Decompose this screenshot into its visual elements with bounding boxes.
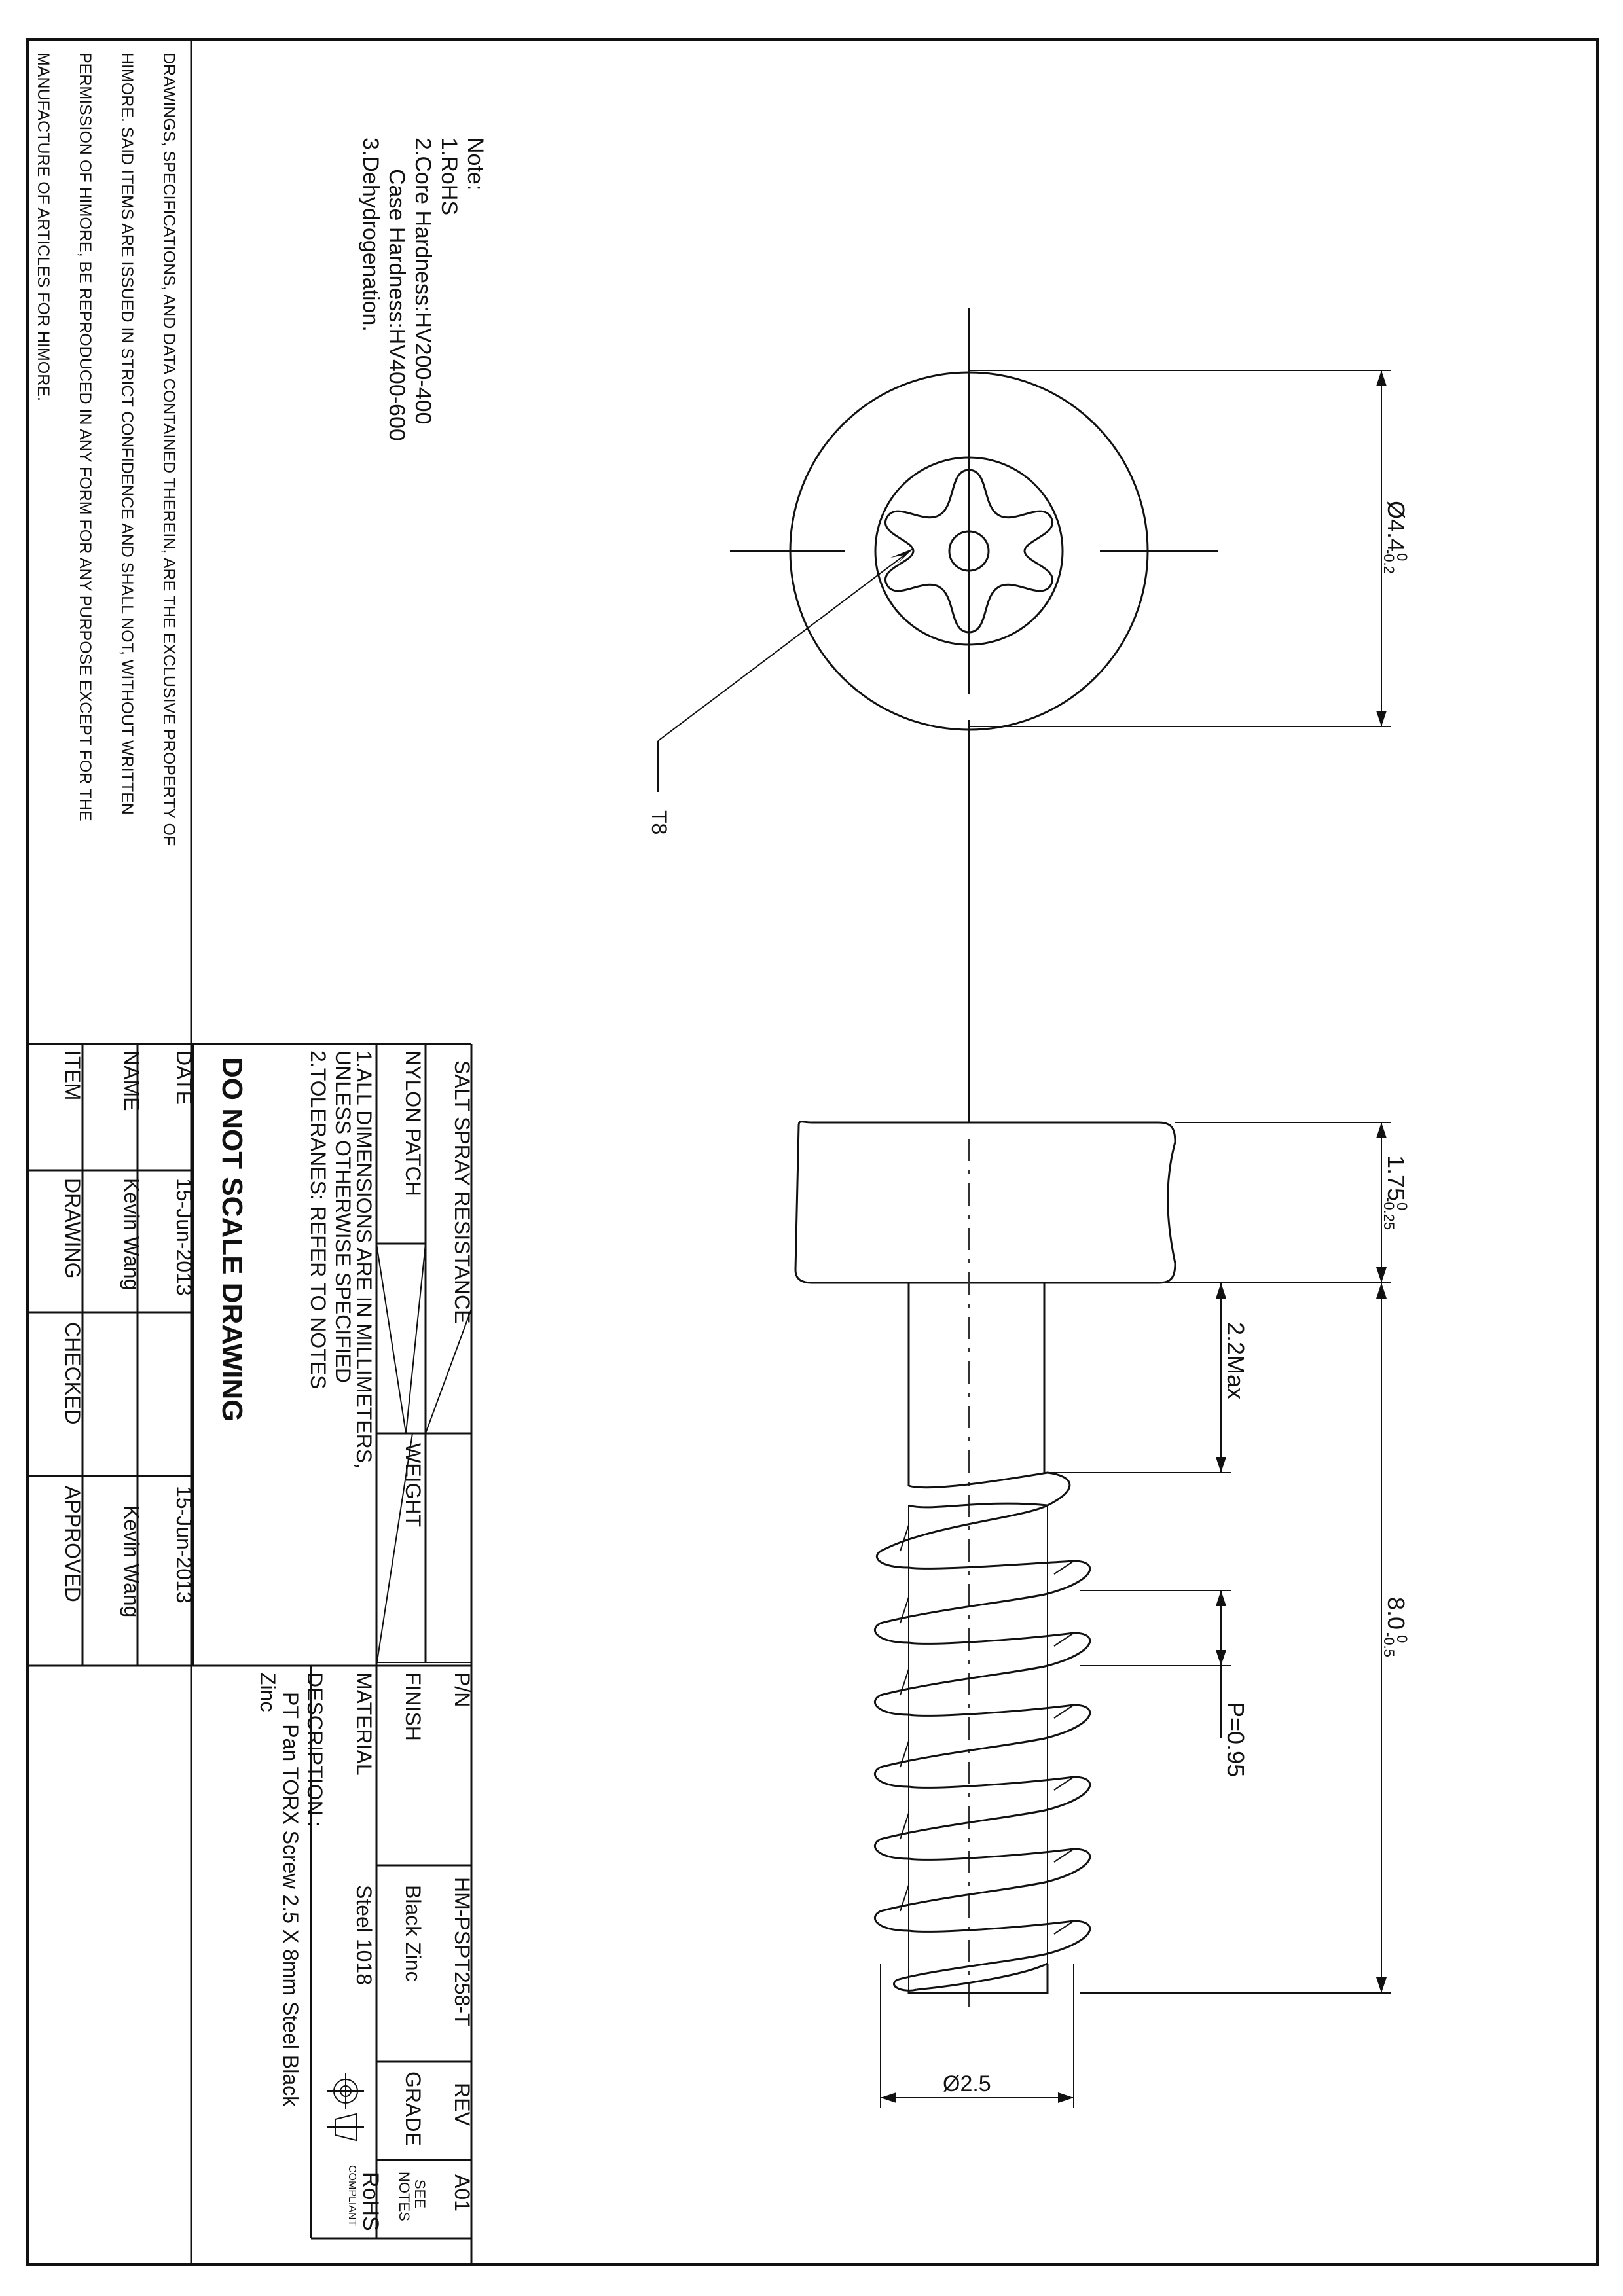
date-drawing <box>172 1178 196 1296</box>
head-diameter-value: Ø4.4 <box>1383 501 1410 552</box>
grade-label <box>401 2072 425 2146</box>
weight-label <box>401 1443 425 1527</box>
head-diameter-dimension <box>969 370 1410 726</box>
description-label <box>303 1672 327 1827</box>
confidentiality-line-1: DRAWINGS, SPECIFICATIONS, AND DATA CONTAINED THEREIN, ARE THE EXCLUSIVE PROPERTY OF <box>160 52 178 846</box>
date-label <box>172 1050 196 1105</box>
checked-label <box>61 1322 84 1424</box>
head-height-tol-upper: 0 <box>1394 1202 1410 1211</box>
do-not-scale-label <box>216 1057 248 1422</box>
svg-text:P/N: P/N <box>450 1672 474 1708</box>
svg-text:15-Jun-2013: 15-Jun-2013 <box>172 1486 196 1604</box>
thread-diameter-value: Ø2.5 <box>943 2072 991 2096</box>
svg-text:DESCRIPTION :: DESCRIPTION : <box>303 1672 327 1827</box>
pan-head <box>795 1122 1175 1283</box>
confidentiality-line-2: HIMORE. SAID ITEMS ARE ISSUED IN STRICT CONFIDENCE AND SHALL NOT, WITHOUT WRITTEN <box>118 52 136 815</box>
note-2: 2.Core Hardness:HV200-400 <box>410 137 435 425</box>
svg-text:DATE: DATE <box>172 1050 196 1105</box>
svg-text:NYLON PATCH: NYLON PATCH <box>401 1050 425 1196</box>
sheet-border <box>27 39 1597 2265</box>
drive-callout <box>647 548 913 834</box>
length-tol-upper: 0 <box>1394 1635 1410 1643</box>
svg-text:COMPLIANT: COMPLIANT <box>346 2165 357 2227</box>
name-drawing <box>120 1178 143 1290</box>
svg-text:Steel 1018: Steel 1018 <box>352 1885 376 1986</box>
svg-text:GRADE: GRADE <box>401 2072 425 2146</box>
confidentiality-notice <box>34 52 178 846</box>
svg-text:ITEM: ITEM <box>61 1050 84 1101</box>
head-height-tol-lower: -0.25 <box>1381 1197 1397 1230</box>
name-approved <box>120 1505 143 1617</box>
nylon-patch-label <box>401 1050 425 1196</box>
projection-symbol <box>327 2073 364 2140</box>
notes-heading: Note: <box>463 137 488 191</box>
head-diameter-tol-lower: -0.2 <box>1381 549 1397 574</box>
rohs-compliant-icon <box>346 2165 383 2231</box>
side-view <box>795 1122 1175 2016</box>
svg-text:Kevin Wang: Kevin Wang <box>120 1178 143 1291</box>
rev-label <box>450 2083 474 2126</box>
svg-text:DRAWING: DRAWING <box>61 1178 84 1279</box>
general-notes <box>306 1050 376 1469</box>
note-2b: Case Hardness:HV400-600 <box>384 169 409 441</box>
unthreaded-value: 2.2Max <box>1222 1322 1249 1400</box>
svg-text:CHECKED: CHECKED <box>61 1322 84 1425</box>
svg-text:Kevin Wang: Kevin Wang <box>120 1505 143 1618</box>
pitch-dimension <box>1080 1590 1249 1777</box>
item-label <box>61 1050 84 1100</box>
description-line-2 <box>256 1672 280 1712</box>
svg-text:1.ALL DIMENSIONS ARE IN MILLIM: 1.ALL DIMENSIONS ARE IN MILLIMETERS, <box>352 1050 376 1469</box>
svg-text:APPROVED: APPROVED <box>61 1486 84 1602</box>
rev-value <box>450 2174 474 2212</box>
svg-text:15-Jun-2013: 15-Jun-2013 <box>172 1178 196 1296</box>
confidentiality-line-4: MANUFACTURE OF ARTICLES FOR HIMORE. <box>34 52 52 401</box>
svg-text:REV: REV <box>450 2083 474 2126</box>
pn-label <box>450 1672 474 1707</box>
svg-text:WEIGHT: WEIGHT <box>401 1443 425 1527</box>
material-value <box>352 1885 376 1985</box>
svg-text:Black Zinc: Black Zinc <box>401 1885 425 1982</box>
svg-text:PT Pan TORX Screw 2.5 X 8mm St: PT Pan TORX Screw 2.5 X 8mm Steel Black <box>279 1692 302 2107</box>
svg-text:SALT SPRAY RESISTANCE: SALT SPRAY RESISTANCE <box>450 1060 474 1324</box>
svg-text:FINISH: FINISH <box>401 1672 425 1741</box>
confidentiality-line-3: PERMISSION OF HIMORE, BE REPRODUCED IN ANY FORM FOR ANY PURPOSE EXCEPT FOR THE <box>76 52 94 821</box>
approved-label <box>61 1486 84 1602</box>
thread-profile <box>875 1473 1089 1993</box>
svg-text:Zinc: Zinc <box>256 1672 280 1712</box>
svg-text:UNLESS OTHERWISE SPECIFIED: UNLESS OTHERWISE SPECIFIED <box>331 1050 355 1383</box>
svg-text:A01: A01 <box>450 2174 474 2212</box>
finish-label <box>401 1672 425 1741</box>
pitch-value: P=0.95 <box>1222 1702 1249 1778</box>
description-line-1 <box>279 1692 302 2107</box>
drawing-label <box>61 1178 84 1278</box>
unthreaded-dimension <box>1048 1283 1249 1473</box>
note-3: 3.Dehydrogenation. <box>358 137 383 332</box>
svg-text:NAME: NAME <box>120 1050 143 1111</box>
svg-text:RoHS: RoHS <box>358 2172 383 2231</box>
top-view <box>730 308 1218 1122</box>
material-label <box>352 1672 376 1776</box>
head-diameter-tol-upper: 0 <box>1394 553 1410 562</box>
head-height-value: 1.75 <box>1383 1155 1410 1202</box>
salt-spray-label <box>450 1060 474 1324</box>
name-label <box>120 1050 143 1111</box>
svg-text:HM-PSPT258-T: HM-PSPT258-T <box>450 1877 474 2026</box>
length-value: 8.0 <box>1383 1597 1410 1630</box>
date-approved <box>172 1486 196 1604</box>
svg-text:SEE: SEE <box>412 2179 428 2209</box>
svg-text:2.TOLERANES: REFER TO NOTES: 2.TOLERANES: REFER TO NOTES <box>306 1050 330 1390</box>
length-tol-lower: -0.5 <box>1381 1632 1397 1657</box>
thread-diameter-dimension <box>881 1964 1074 2108</box>
drive-label: T8 <box>647 810 671 835</box>
svg-text:DO NOT SCALE DRAWING: DO NOT SCALE DRAWING <box>216 1057 248 1422</box>
notes-block <box>358 137 488 441</box>
note-1: 1.RoHS <box>437 137 462 216</box>
pn-value <box>450 1877 474 2026</box>
svg-text:NOTES: NOTES <box>396 2172 412 2221</box>
svg-text:MATERIAL: MATERIAL <box>352 1672 376 1776</box>
finish-value <box>401 1885 425 1982</box>
head-height-dimension <box>1048 1122 1410 1283</box>
see-notes <box>396 2172 428 2221</box>
